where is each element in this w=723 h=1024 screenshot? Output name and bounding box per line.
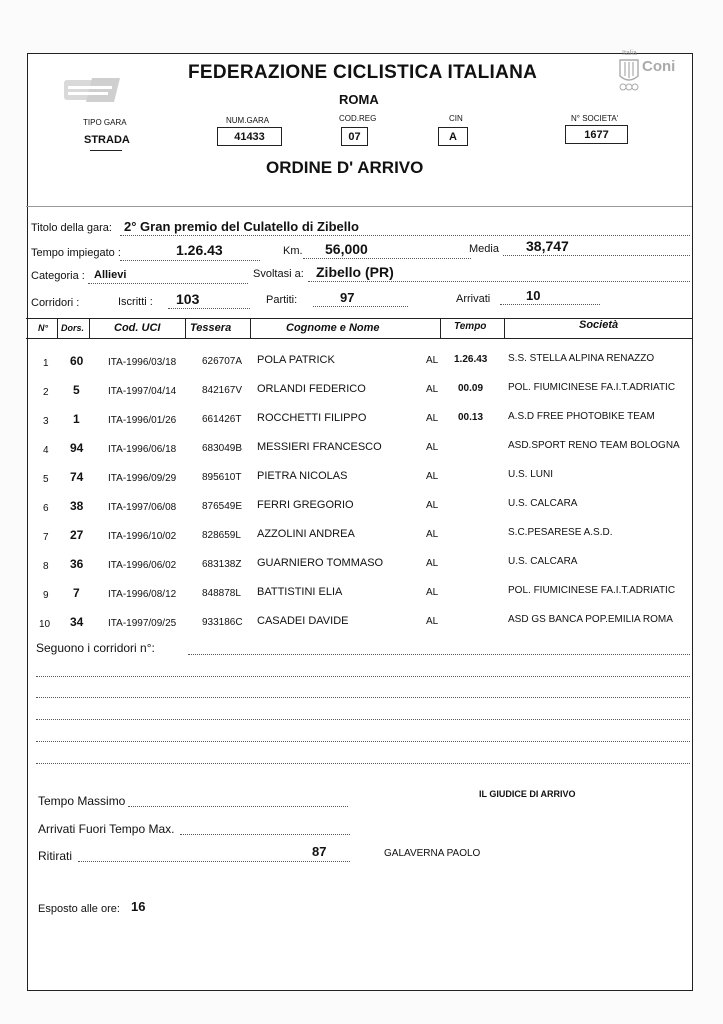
tempo-impiegato-label: Tempo impiegato : xyxy=(31,247,121,259)
categoria-label: Categoria : xyxy=(31,270,85,282)
row-tessera: 933186C xyxy=(202,617,243,628)
ritirati-value: 87 xyxy=(312,844,327,859)
svolta-label: Svoltasi a: xyxy=(253,268,304,280)
partiti-underline xyxy=(313,306,408,307)
col-divider xyxy=(440,318,441,338)
row-dorsal: 60 xyxy=(70,354,84,368)
row-tempo: 00.09 xyxy=(458,383,484,394)
row-tessera: 661426T xyxy=(202,414,242,425)
cin-label: CIN xyxy=(449,114,463,123)
header-nome: Cognome e Nome xyxy=(286,322,380,334)
row-category: AL xyxy=(426,587,439,598)
esposto-value: 16 xyxy=(131,899,146,914)
row-cod-uci: ITA-1996/10/02 xyxy=(108,531,177,542)
row-category: AL xyxy=(426,529,439,540)
row-tessera: 895610T xyxy=(202,472,242,483)
row-category: AL xyxy=(426,471,439,482)
row-dorsal: 27 xyxy=(70,528,84,542)
row-societa: POL. FIUMICINESE FA.I.T.ADRIATIC xyxy=(508,585,676,596)
row-dorsal: 5 xyxy=(73,383,80,397)
row-dorsal: 74 xyxy=(70,470,84,484)
col-divider xyxy=(89,318,90,338)
row-category: AL xyxy=(426,442,439,453)
header-tempo: Tempo xyxy=(454,321,487,332)
row-nome: AZZOLINI ANDREA xyxy=(257,528,355,540)
row-position: 1 xyxy=(43,358,49,369)
row-position: 7 xyxy=(43,532,49,543)
cod-reg-box: 07 xyxy=(341,127,368,146)
header-dors: Dors. xyxy=(61,323,85,333)
header-cod-uci: Cod. UCI xyxy=(114,322,161,334)
row-tessera: 626707A xyxy=(202,356,243,367)
row-tempo: 1.26.43 xyxy=(454,354,488,365)
table-row xyxy=(28,407,692,435)
table-row xyxy=(28,349,692,377)
row-societa: U.S. CALCARA xyxy=(508,556,578,567)
table-row xyxy=(28,581,692,609)
table-row xyxy=(28,378,692,406)
row-category: AL xyxy=(426,413,439,424)
ritirati-label: Ritirati xyxy=(38,849,73,863)
iscritti-underline xyxy=(168,308,250,309)
coni-label: Coni xyxy=(642,58,676,75)
titolo-underline xyxy=(120,235,690,236)
info-top-rule xyxy=(26,206,692,207)
giudice-name: GALAVERNA PAOLO xyxy=(384,848,481,859)
federation-title: FEDERAZIONE CICLISTICA ITALIANA xyxy=(188,62,538,83)
tipo-gara-underline xyxy=(90,150,122,151)
col-divider xyxy=(185,318,186,338)
titolo-label: Titolo della gara: xyxy=(31,222,112,234)
row-nome: ROCCHETTI FILIPPO xyxy=(257,412,367,424)
coni-logo xyxy=(594,50,674,94)
iscritti-label: Iscritti : xyxy=(118,296,153,308)
row-cod-uci: ITA-1997/09/25 xyxy=(108,618,177,629)
row-cod-uci: ITA-1996/01/26 xyxy=(108,415,177,426)
row-cod-uci: ITA-1997/04/14 xyxy=(108,386,177,397)
row-nome: CASADEI DAVIDE xyxy=(257,615,349,627)
media-underline xyxy=(503,255,690,256)
header-societa: Società xyxy=(579,319,619,331)
n-societa-box: 1677 xyxy=(565,125,628,144)
header-n: N° xyxy=(38,323,49,333)
row-tessera: 842167V xyxy=(202,385,243,396)
seguono-line xyxy=(36,719,690,720)
row-nome: POLA PATRICK xyxy=(257,354,335,366)
fci-logo-icon xyxy=(62,74,122,106)
tempo-underline xyxy=(120,260,260,261)
header-tessera: Tessera xyxy=(190,322,232,334)
table-row xyxy=(28,610,692,638)
tempo-massimo-line xyxy=(128,806,348,807)
row-cod-uci: ITA-1996/06/18 xyxy=(108,444,177,455)
row-societa: ASD.SPORT RENO TEAM BOLOGNA xyxy=(508,440,680,451)
col-divider xyxy=(250,318,251,338)
seguono-line xyxy=(36,763,690,764)
city-label: ROMA xyxy=(339,92,379,107)
n-societa-label: N° SOCIETA' xyxy=(571,114,619,123)
row-nome: MESSIERI FRANCESCO xyxy=(257,441,382,453)
media-value: 38,747 xyxy=(526,238,569,254)
arrivati-label: Arrivati xyxy=(456,293,491,305)
cod-reg-label: COD.REG xyxy=(339,114,377,123)
row-dorsal: 1 xyxy=(73,412,80,426)
table-row xyxy=(28,494,692,522)
row-tessera: 828659L xyxy=(202,530,241,541)
svolta-underline xyxy=(308,281,690,282)
svolta-value: Zibello (PR) xyxy=(316,264,394,280)
row-tempo: 00.13 xyxy=(458,412,484,423)
document-title: ORDINE D' ARRIVO xyxy=(266,158,424,177)
row-nome: ORLANDI FEDERICO xyxy=(257,383,366,395)
row-tessera: 683049B xyxy=(202,443,243,454)
coni-small-label: Italia xyxy=(622,50,637,57)
row-dorsal: 7 xyxy=(73,586,80,600)
titolo-value: 2° Gran premio del Culatello di Zibello xyxy=(124,219,359,234)
row-category: AL xyxy=(426,558,439,569)
row-societa: ASD GS BANCA POP.EMILIA ROMA xyxy=(508,614,673,625)
seguono-line xyxy=(36,676,690,677)
cin-box: A xyxy=(438,127,468,146)
num-gara-label: NUM.GARA xyxy=(226,116,270,125)
row-category: AL xyxy=(426,616,439,627)
coni-shield-icon xyxy=(618,58,640,92)
km-value: 56,000 xyxy=(325,241,368,257)
col-divider xyxy=(57,318,58,338)
categoria-value: Allievi xyxy=(94,269,127,281)
km-underline xyxy=(303,258,471,259)
row-dorsal: 94 xyxy=(70,441,84,455)
fuori-tempo-line xyxy=(180,834,350,835)
row-category: AL xyxy=(426,384,439,395)
row-nome: BATTISTINI ELIA xyxy=(257,586,343,598)
table-row xyxy=(28,436,692,464)
row-position: 4 xyxy=(43,445,49,456)
table-row xyxy=(28,552,692,580)
row-position: 5 xyxy=(43,474,49,485)
row-societa: S.C.PESARESE A.S.D. xyxy=(508,527,613,538)
row-cod-uci: ITA-1996/03/18 xyxy=(108,357,177,368)
row-societa: U.S. LUNI xyxy=(508,469,554,480)
row-position: 6 xyxy=(43,503,49,514)
row-societa: S.S. STELLA ALPINA RENAZZO xyxy=(508,353,655,364)
ritirati-line xyxy=(78,861,350,862)
row-position: 8 xyxy=(43,561,49,572)
row-cod-uci: ITA-1996/08/12 xyxy=(108,589,177,600)
row-cod-uci: ITA-1997/06/08 xyxy=(108,502,177,513)
row-category: AL xyxy=(426,355,439,366)
row-tessera: 683138Z xyxy=(202,559,242,570)
seguono-line xyxy=(188,654,690,655)
row-position: 2 xyxy=(43,387,49,398)
giudice-label: IL GIUDICE DI ARRIVO xyxy=(479,789,576,799)
row-cod-uci: ITA-1996/06/02 xyxy=(108,560,177,571)
seguono-line xyxy=(36,697,690,698)
tempo-massimo-label: Tempo Massimo xyxy=(38,794,126,808)
arrivati-value: 10 xyxy=(526,288,541,303)
arrivati-underline xyxy=(500,304,600,305)
row-cod-uci: ITA-1996/09/29 xyxy=(108,473,177,484)
row-category: AL xyxy=(426,500,439,511)
seguono-line xyxy=(36,741,690,742)
row-tessera: 848878L xyxy=(202,588,241,599)
table-row xyxy=(28,523,692,551)
tipo-gara-value: STRADA xyxy=(84,134,130,146)
row-societa: U.S. CALCARA xyxy=(508,498,578,509)
seguono-label: Seguono i corridori n°: xyxy=(36,641,155,655)
tempo-impiegato-value: 1.26.43 xyxy=(176,242,223,258)
num-gara-box: 41433 xyxy=(217,127,282,146)
row-societa: POL. FIUMICINESE FA.I.T.ADRIATIC xyxy=(508,382,676,393)
row-tessera: 876549E xyxy=(202,501,243,512)
row-position: 10 xyxy=(39,619,51,630)
row-dorsal: 36 xyxy=(70,557,84,571)
row-nome: GUARNIERO TOMMASO xyxy=(257,557,384,569)
table-row xyxy=(28,465,692,493)
km-label: Km. xyxy=(283,245,303,257)
row-position: 9 xyxy=(43,590,49,601)
partiti-label: Partiti: xyxy=(266,294,298,306)
tipo-gara-label: TIPO GARA xyxy=(83,118,127,127)
esposto-label: Esposto alle ore: xyxy=(38,903,120,915)
row-nome: PIETRA NICOLAS xyxy=(257,470,348,482)
categoria-underline xyxy=(88,283,248,284)
row-dorsal: 38 xyxy=(70,499,84,513)
row-nome: FERRI GREGORIO xyxy=(257,499,354,511)
row-dorsal: 34 xyxy=(70,615,84,629)
iscritti-value: 103 xyxy=(176,291,200,307)
fuori-tempo-label: Arrivati Fuori Tempo Max. xyxy=(38,822,175,836)
race-results-sheet xyxy=(27,50,693,991)
row-position: 3 xyxy=(43,416,49,427)
row-societa: A.S.D FREE PHOTOBIKE TEAM xyxy=(508,411,655,422)
media-label: Media xyxy=(469,243,499,255)
partiti-value: 97 xyxy=(340,290,355,305)
col-divider xyxy=(504,318,505,338)
corridori-label: Corridori : xyxy=(31,297,80,309)
